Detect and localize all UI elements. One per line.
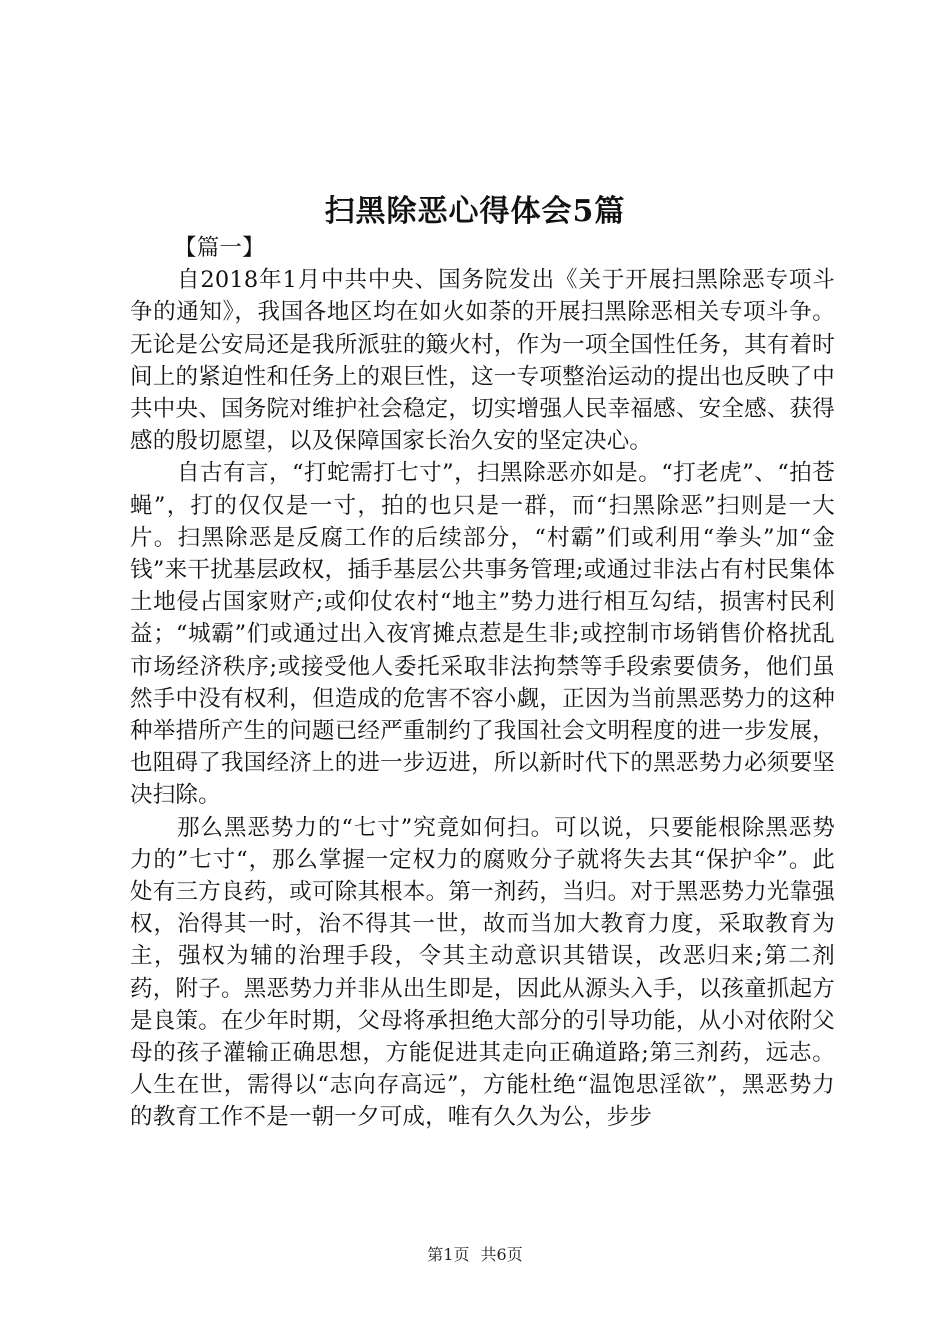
paragraph-3: 那么黑恶势力的“七寸”究竟如何扫。可以说，只要能根除黑恶势力的”七寸“，那么掌握一定权力的腐败分子就将失去其“保护伞”。此处有三方良药，或可除其根本。第一剂药，当归。对于黑恶势力光靠强权，治得其一时，治不得其一世，故而当加大教育力度，采取教育为主，强权为辅的治理手段，令其主动意识其错误，改恶归来;第二剂药，附子。黑恶势力并非从出生即是，因此从源头入手，以孩童抓起方是良策。在少年时期，父母将承担绝大部分的引导功能，从小对依附父母的孩子灌输正确思想，方能促进其走向正确道路;第三剂药，远志。人生在世，需得以“志向存高远”，方能杜绝“温饱思淫欲”，黑恶势力的教育工作不是一朝一夕可成，唯有久久为公，步步 bbox=[130, 814, 835, 1131]
document-body bbox=[130, 232, 835, 1134]
document-title: 扫黑除恶心得体会5篇 bbox=[324, 194, 626, 229]
page-total: 共6页 bbox=[480, 1245, 523, 1264]
page-footer bbox=[0, 1242, 950, 1265]
section-label: 【篇一】 bbox=[174, 235, 265, 261]
paragraph-2: 自古有言，“打蛇需打七寸”，扫黑除恶亦如是。“打老虎”、“拍苍蝇”，打的仅仅是一寸，拍的也只是一群，而“扫黑除恶”扫则是一大片。扫黑除恶是反腐工作的后续部分，“村霸”们或利用“拳头”加“金钱”来干扰基层政权，插手基层公共事务管理;或通过非法占有村民集体土地侵占国家财产;或仰仗农村“地主”势力进行相互勾结，损害村民利益；“城霸”们或通过出入夜宵摊点惹是生非;或控制市场销售价格扰乱市场经济秩序;或接受他人委托采取非法拘禁等手段索要债务，他们虽然手中没有权利，但造成的危害不容小觑，正因为当前黑恶势力的这种种举措所产生的问题已经严重制约了我国社会文明程度的进一步发展，也阻碍了我国经济上的进一步迈进，所以新时代下的黑恶势力必须要坚决扫除。 bbox=[130, 460, 835, 809]
page-number: 第1页 bbox=[427, 1245, 470, 1264]
paragraph-1: 自2018年1月中共中央、国务院发出《关于开展扫黑除恶专项斗争的通知》，我国各地区均在如火如荼的开展扫黑除恶相关专项斗争。无论是公安局还是我所派驻的簸火村，作为一项全国性任务，其有着时间上的紧迫性和任务上的艰巨性，这一专项整治运动的提出也反映了中共中央、国务院对维护社会稳定，切实增强人民幸福感、安全感、获得感的殷切愿望，以及保障国家长治久安的坚定决心。 bbox=[130, 267, 835, 455]
